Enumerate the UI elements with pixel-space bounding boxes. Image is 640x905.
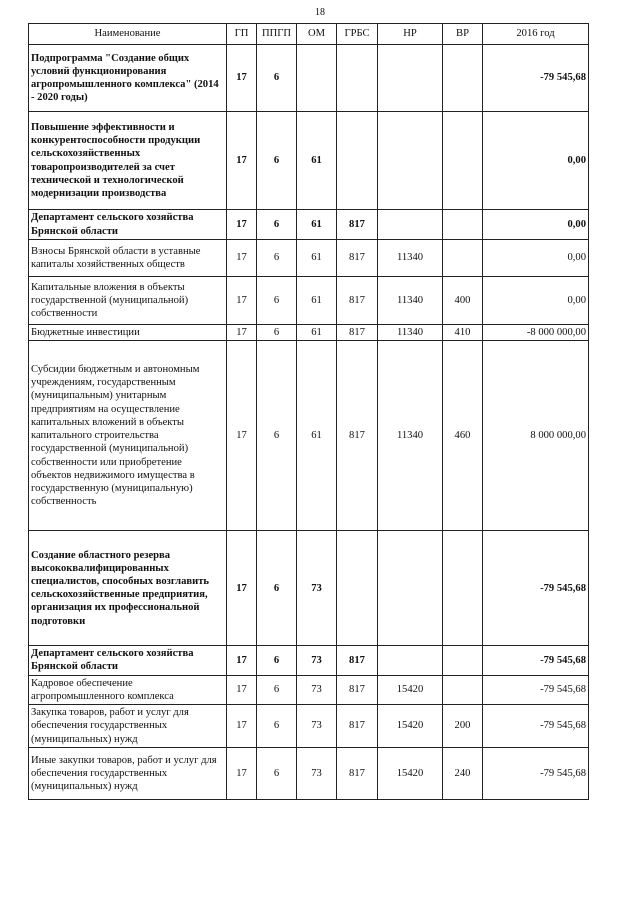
table-row	[29, 747, 589, 799]
row-gp: 17	[227, 341, 257, 531]
table-row	[29, 531, 589, 646]
row-vr	[443, 240, 483, 277]
table-row	[29, 112, 589, 210]
row-vr	[443, 45, 483, 112]
row-om: 73	[297, 531, 337, 646]
row-nr: 15420	[378, 747, 443, 799]
row-nr: 11340	[378, 325, 443, 341]
row-amount: -8 000 000,00	[483, 325, 589, 341]
row-ppgp: 6	[257, 341, 297, 531]
row-om: 61	[297, 112, 337, 210]
row-vr: 460	[443, 341, 483, 531]
row-ppgp: 6	[257, 112, 297, 210]
row-amount: -79 545,68	[483, 747, 589, 799]
row-om: 73	[297, 747, 337, 799]
table-row	[29, 240, 589, 277]
row-name: Взносы Брянской области в уставные капиталы хозяйственных обществ	[29, 240, 227, 277]
row-om	[297, 45, 337, 112]
row-vr	[443, 210, 483, 240]
row-gp: 17	[227, 45, 257, 112]
row-nr	[378, 646, 443, 675]
row-amount: -79 545,68	[483, 675, 589, 704]
row-vr: 410	[443, 325, 483, 341]
table-row	[29, 210, 589, 240]
header-grbs: ГРБС	[337, 24, 378, 45]
header-om: ОМ	[297, 24, 337, 45]
table-row	[29, 325, 589, 341]
row-gp: 17	[227, 325, 257, 341]
row-ppgp: 6	[257, 531, 297, 646]
row-ppgp: 6	[257, 325, 297, 341]
row-ppgp: 6	[257, 240, 297, 277]
row-amount: 0,00	[483, 210, 589, 240]
row-grbs	[337, 531, 378, 646]
row-name: Департамент сельского хозяйства Брянской области	[29, 210, 227, 240]
row-name: Департамент сельского хозяйства Брянской области	[29, 646, 227, 675]
row-gp: 17	[227, 646, 257, 675]
row-om: 73	[297, 705, 337, 748]
table-header-row	[29, 24, 589, 45]
row-ppgp: 6	[257, 646, 297, 675]
row-nr: 11340	[378, 341, 443, 531]
header-ppgp: ППГП	[257, 24, 297, 45]
row-ppgp: 6	[257, 210, 297, 240]
row-vr: 400	[443, 277, 483, 325]
row-om: 61	[297, 341, 337, 531]
table-row	[29, 646, 589, 675]
row-name: Закупка товаров, работ и услуг для обеспечения государственных (муниципальных) нужд	[29, 705, 227, 748]
row-grbs: 817	[337, 277, 378, 325]
row-om: 73	[297, 675, 337, 704]
row-amount: 0,00	[483, 112, 589, 210]
row-nr: 11340	[378, 277, 443, 325]
row-om: 61	[297, 277, 337, 325]
header-name: Наименование	[29, 24, 227, 45]
row-amount: -79 545,68	[483, 646, 589, 675]
table-row	[29, 705, 589, 748]
row-grbs: 817	[337, 675, 378, 704]
row-name: Кадровое обеспечение агропромышленного комплекса	[29, 675, 227, 704]
row-ppgp: 6	[257, 705, 297, 748]
row-name: Подпрограмма "Создание общих условий функционирования агропромышленного комплекса" (2014 - 2020 годы)	[29, 45, 227, 112]
header-year: 2016 год	[483, 24, 589, 45]
row-vr	[443, 112, 483, 210]
row-gp: 17	[227, 240, 257, 277]
row-name: Повышение эффективности и конкурентоспособности продукции сельскохозяйственных товаропроизводителей за счет технической и технологической модернизации производства	[29, 112, 227, 210]
row-grbs: 817	[337, 210, 378, 240]
row-vr: 240	[443, 747, 483, 799]
row-gp: 17	[227, 531, 257, 646]
row-grbs: 817	[337, 325, 378, 341]
row-amount: -79 545,68	[483, 705, 589, 748]
row-grbs: 817	[337, 705, 378, 748]
row-grbs: 817	[337, 341, 378, 531]
row-nr	[378, 45, 443, 112]
row-gp: 17	[227, 747, 257, 799]
row-grbs: 817	[337, 747, 378, 799]
row-om: 61	[297, 240, 337, 277]
row-gp: 17	[227, 112, 257, 210]
row-ppgp: 6	[257, 45, 297, 112]
row-ppgp: 6	[257, 675, 297, 704]
row-gp: 17	[227, 277, 257, 325]
header-nr: НР	[378, 24, 443, 45]
table-row	[29, 675, 589, 704]
row-om: 61	[297, 325, 337, 341]
row-name: Создание областного резерва высококвалифицированных специалистов, способных возглавить сельскохозяйственные предприятия, организация их профессиональной подготовки	[29, 531, 227, 646]
row-vr	[443, 675, 483, 704]
row-vr	[443, 531, 483, 646]
row-grbs	[337, 112, 378, 210]
row-amount: 0,00	[483, 240, 589, 277]
row-name: Субсидии бюджетным и автономным учреждениям, государственным (муниципальным) унитарным предприятиям на осуществление капитальных вложений в объекты капитального строительства государственной (муниципальной) собственности или приобретение объектов недвижимого имущества в государственную (муниципальную) собственность	[29, 341, 227, 531]
row-vr: 200	[443, 705, 483, 748]
row-name: Иные закупки товаров, работ и услуг для обеспечения государственных (муниципальных) нужд	[29, 747, 227, 799]
row-nr: 15420	[378, 705, 443, 748]
row-amount: 0,00	[483, 277, 589, 325]
row-grbs: 817	[337, 240, 378, 277]
table-row	[29, 45, 589, 112]
header-vr: ВР	[443, 24, 483, 45]
row-nr: 11340	[378, 240, 443, 277]
budget-table	[28, 23, 589, 800]
row-grbs: 817	[337, 646, 378, 675]
table-row	[29, 277, 589, 325]
row-gp: 17	[227, 210, 257, 240]
row-amount: 8 000 000,00	[483, 341, 589, 531]
row-amount: -79 545,68	[483, 531, 589, 646]
row-gp: 17	[227, 675, 257, 704]
row-amount: -79 545,68	[483, 45, 589, 112]
row-name: Бюджетные инвестиции	[29, 325, 227, 341]
header-gp: ГП	[227, 24, 257, 45]
row-vr	[443, 646, 483, 675]
table-row	[29, 341, 589, 531]
row-om: 61	[297, 210, 337, 240]
row-gp: 17	[227, 705, 257, 748]
page-number: 18	[315, 7, 325, 18]
row-nr: 15420	[378, 675, 443, 704]
row-nr	[378, 531, 443, 646]
row-name: Капитальные вложения в объекты государственной (муниципальной) собственности	[29, 277, 227, 325]
row-nr	[378, 112, 443, 210]
row-ppgp: 6	[257, 277, 297, 325]
row-ppgp: 6	[257, 747, 297, 799]
row-nr	[378, 210, 443, 240]
row-om: 73	[297, 646, 337, 675]
row-grbs	[337, 45, 378, 112]
